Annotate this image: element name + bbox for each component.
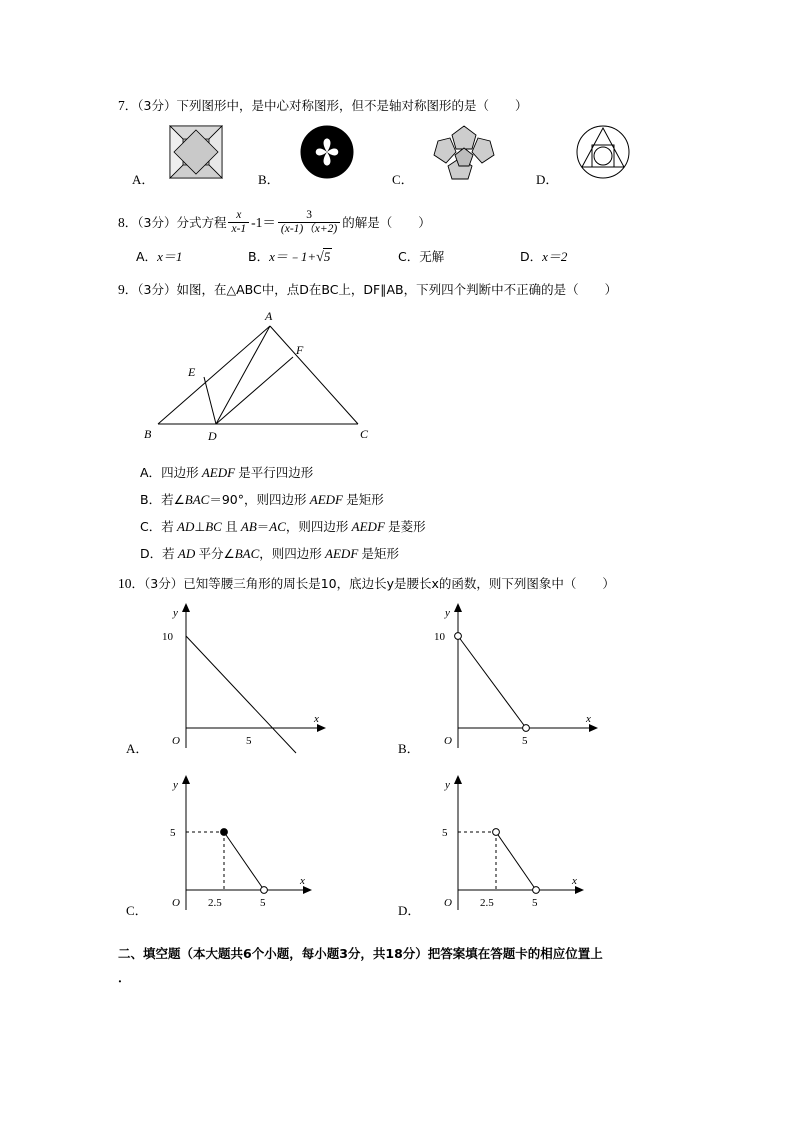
- question-8-score: （3分）: [137, 215, 177, 231]
- svg-text:C: C: [360, 426, 369, 441]
- graph-option-a: [126, 598, 336, 758]
- option-a-label: A．: [132, 172, 155, 188]
- question-10-graphs: [118, 598, 688, 928]
- svg-text:A: A: [265, 308, 273, 323]
- question-9-close-paren: ）: [604, 281, 618, 297]
- graph-option-c: [126, 770, 336, 920]
- graph-option-d-label: D．: [398, 903, 421, 919]
- fraction-2: [278, 209, 340, 236]
- graph-option-a-label: A．: [126, 741, 149, 757]
- question-8-mid: -1＝: [251, 215, 276, 231]
- question-8-option-c: C．无解: [398, 248, 445, 264]
- svg-text:D: D: [208, 428, 217, 443]
- svg-text:B: B: [144, 426, 152, 441]
- question-10-number: 10: [118, 575, 132, 591]
- question-9-option-a: A．四边形 AEDF 是平行四边形: [140, 464, 314, 480]
- question-9-options: [118, 463, 688, 562]
- svg-text:x: x: [300, 875, 305, 888]
- question-9: [118, 280, 688, 562]
- question-10-text: 已知等腰三角形的周长是10，底边长y是腰长x的函数，则下列图象中（: [183, 575, 577, 591]
- fraction-2-numerator: 3: [306, 209, 312, 222]
- question-8-text-post: 的解是（: [342, 215, 393, 231]
- svg-text:O: O: [172, 735, 180, 748]
- svg-text:10: 10: [162, 631, 173, 644]
- svg-text:2.5: 2.5: [208, 897, 222, 910]
- svg-text:5: 5: [532, 897, 538, 910]
- question-7-number: 7: [118, 98, 125, 113]
- svg-text:x: x: [586, 713, 591, 726]
- option-b-label: B．: [258, 172, 280, 188]
- question-8-option-a: A．x＝1: [136, 248, 183, 264]
- graph-option-b: [398, 598, 608, 758]
- question-8-text-pre: 分式方程: [176, 215, 227, 231]
- question-9-number: 9: [118, 281, 125, 297]
- graph-option-d: [398, 770, 608, 920]
- svg-text:10: 10: [434, 631, 445, 644]
- question-8-option-d: D．x＝2: [520, 248, 568, 264]
- svg-text:5: 5: [260, 897, 266, 910]
- graph-option-b-label: B．: [398, 741, 420, 757]
- question-9-text: 如图，在△ABC中，点D在BC上，DF∥AB，下列四个判断中不正确的是（: [176, 281, 579, 297]
- question-7-figures: [118, 122, 688, 200]
- question-9-stem: 9．（3分）如图，在△ABC中，点D在BC上，DF∥AB，下列四个判断中不正确的是（ ）: [118, 281, 618, 297]
- svg-text:5: 5: [246, 735, 252, 748]
- svg-text:y: y: [173, 607, 178, 620]
- svg-text:x: x: [314, 713, 319, 726]
- fraction-1: [228, 209, 249, 236]
- option-a-figure-square-pinwheel: [132, 122, 228, 188]
- question-8-options: [118, 246, 688, 266]
- question-7-stem: 7．（3分）下列图形中，是中心对称图形，但不是轴对称图形的是（ ）: [118, 98, 528, 113]
- svg-text:O: O: [444, 735, 452, 748]
- question-10: [118, 574, 688, 928]
- svg-text:5: 5: [170, 827, 176, 840]
- fraction-2-denominator: (x-1)（x+2): [278, 222, 340, 236]
- option-d-figure-circle-triangle-square: [536, 122, 636, 188]
- svg-text:y: y: [445, 779, 450, 792]
- svg-text:y: y: [173, 779, 178, 792]
- question-9-option-b: B．若∠BAC＝90°，则四边形 AEDF 是矩形: [140, 491, 384, 507]
- svg-text:5: 5: [442, 827, 448, 840]
- question-7-close-paren: ）: [514, 98, 528, 113]
- question-10-stem: 10．（3分）已知等腰三角形的周长是10，底边长y是腰长x的函数，则下列图象中（ ）: [118, 575, 615, 591]
- question-7-score: （3分）: [137, 98, 177, 113]
- graph-option-c-label: C．: [126, 903, 148, 919]
- fraction-1-numerator: x: [236, 209, 242, 222]
- question-9-score: （3分）: [137, 281, 177, 297]
- option-d-label: D．: [536, 172, 559, 188]
- svg-text:O: O: [444, 897, 452, 910]
- section-2-heading: 二、填空题（本大题共6个小题，每小题3分，共18分）把答案填在答题卡的相应位置上: [118, 946, 603, 962]
- question-8-option-b: B．x＝﹣1+√5: [248, 248, 331, 265]
- page-content: [118, 96, 688, 990]
- svg-text:E: E: [188, 364, 196, 379]
- option-c-figure-five-pentagons: [392, 122, 502, 188]
- fraction-1-denominator: x-1: [228, 222, 249, 236]
- question-8-number: 8: [118, 215, 125, 231]
- svg-text:5: 5: [522, 735, 528, 748]
- question-8-close-paren: ）: [418, 215, 431, 231]
- question-7-text: 下列图形中，是中心对称图形，但不是轴对称图形的是（: [176, 98, 489, 113]
- svg-text:O: O: [172, 897, 180, 910]
- svg-text:x: x: [572, 875, 577, 888]
- option-c-label: C．: [392, 172, 414, 188]
- option-b-figure-circle-four-petal: [258, 122, 360, 188]
- question-10-score: （3分）: [144, 575, 184, 591]
- svg-text:y: y: [445, 607, 450, 620]
- question-9-option-c: C．若 AD⊥BC 且 AB＝AC，则四边形 AEDF 是菱形: [140, 518, 426, 534]
- question-9-option-d: D．若 AD 平分∠BAC，则四边形 AEDF 是矩形: [140, 545, 400, 561]
- svg-text:2.5: 2.5: [480, 897, 494, 910]
- question-8-stem: 8．（3分）分式方程 $\frac{x}{x-1}$ -1＝ $\frac{3}{(x-1)(x+2)}$ 的解是（ ）: [118, 209, 431, 236]
- question-10-close-paren: ）: [602, 575, 615, 591]
- section-2-heading-block: [118, 942, 688, 990]
- section-2-heading-tail: ．: [118, 969, 131, 985]
- svg-text:F: F: [296, 342, 304, 357]
- question-9-figure-triangle: [118, 304, 688, 454]
